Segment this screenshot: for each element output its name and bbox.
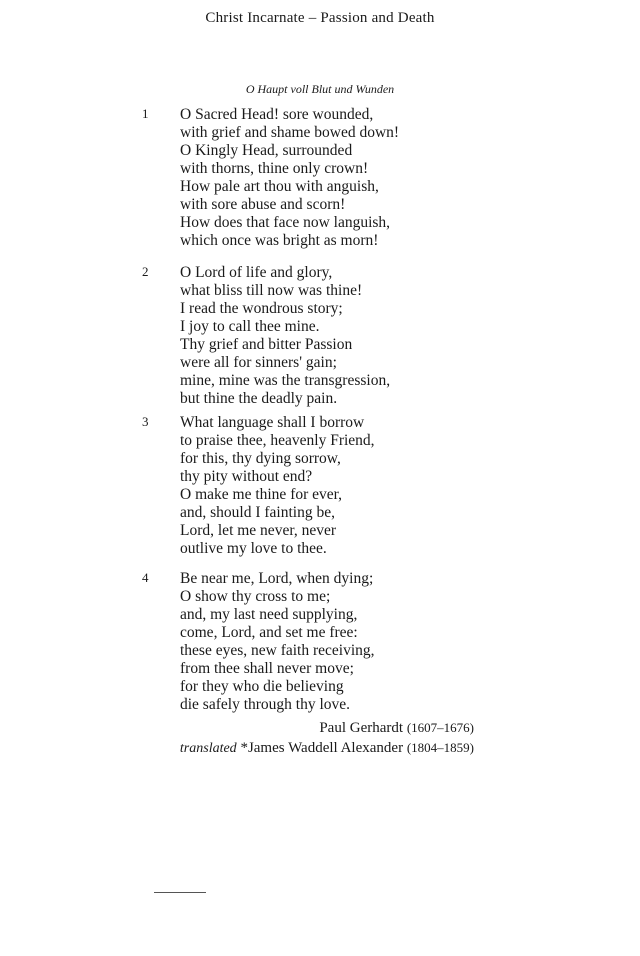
verse-line: with thorns, thine only crown!: [180, 160, 369, 177]
original-first-line: O Haupt voll Blut und Wunden: [245, 82, 395, 96]
verse-line: from thee shall never move;: [180, 660, 354, 677]
verse-line: for they who die believing: [180, 678, 344, 695]
verse-line: Thy grief and bitter Passion: [180, 336, 353, 353]
verse-line: what bliss till now was thine!: [180, 282, 363, 299]
verse-line: O show thy cross to me;: [180, 588, 331, 605]
verse-line: to praise thee, heavenly Friend,: [180, 432, 375, 449]
verse-line: What language shall I borrow: [180, 414, 365, 431]
author-attribution: [140, 718, 474, 738]
verse-line: O Sacred Head! sore wounded,: [180, 106, 374, 123]
verse-number: 2: [142, 264, 149, 279]
verse-line: and, should I fainting be,: [180, 504, 335, 521]
verse-line: with sore abuse and scorn!: [180, 196, 346, 213]
verse-line: and, my last need supplying,: [180, 606, 358, 623]
verse-line: these eyes, new faith receiving,: [180, 642, 375, 659]
verse-line: come, Lord, and set me free:: [180, 624, 358, 641]
translator-name: James Waddell Alexander: [247, 740, 404, 756]
verse-line: How pale art thou with anguish,: [180, 178, 379, 195]
verse-line: Lord, let me never, never: [180, 522, 337, 539]
verse-line: outlive my love to thee.: [180, 540, 327, 557]
author-dates: (1607–1676): [406, 720, 474, 735]
translator-dates: (1804–1859): [406, 740, 474, 755]
verse-line: O Lord of life and glory,: [180, 264, 333, 281]
verse-line: I read the wondrous story;: [180, 300, 343, 317]
verse-line: which once was bright as morn!: [180, 232, 379, 249]
verse-number: 1: [142, 106, 149, 121]
verse-line: O Kingly Head, surrounded: [180, 142, 353, 159]
verse-line: but thine the deadly pain.: [180, 390, 338, 407]
page-header: Christ Incarnate – Passion and Death: [205, 10, 435, 26]
verse-line: How does that face now languish,: [180, 214, 391, 231]
translator-mark: *: [240, 740, 248, 756]
footnote-rule: [154, 892, 206, 893]
verse-line: die safely through thy love.: [180, 696, 351, 713]
verse-line: Be near me, Lord, when dying;: [180, 570, 374, 587]
verse-line: thy pity without end?: [180, 468, 313, 485]
verse-line: O make me thine for ever,: [180, 486, 343, 503]
verse-line: for this, thy dying sorrow,: [180, 450, 341, 467]
translator-attribution: [140, 738, 474, 759]
verse-line: I joy to call thee mine.: [180, 318, 320, 335]
translated-label: translated: [179, 741, 237, 756]
author-name: Paul Gerhardt: [319, 720, 404, 736]
verse-line: were all for sinners' gain;: [180, 354, 337, 371]
verse-line: with grief and shame bowed down!: [180, 124, 400, 141]
verse-number: 3: [142, 414, 149, 429]
verse-line: mine, mine was the transgression,: [180, 372, 391, 389]
verse-number: 4: [142, 570, 149, 585]
